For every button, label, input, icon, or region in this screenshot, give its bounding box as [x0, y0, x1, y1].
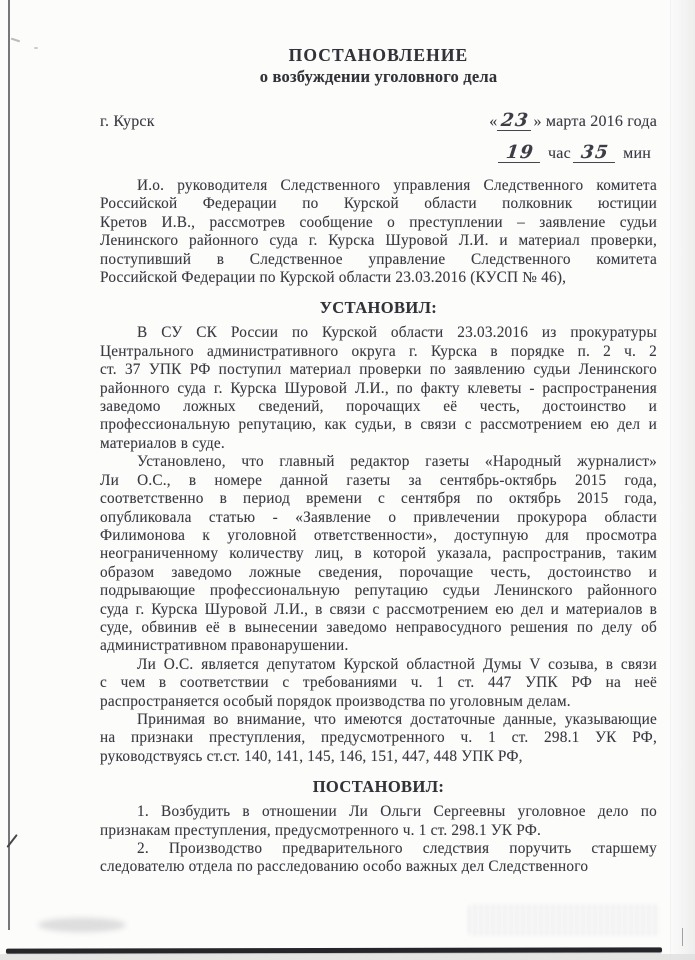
text-line: суда г. Курска Шуровой Л.И., в связи с рассмотрением ею дел и материалов в	[100, 600, 657, 618]
text-line: Филимонова к уголовной ответственности», доступную для просмотра	[100, 526, 657, 544]
pencil-mark	[11, 38, 20, 42]
date-rest: » марта 2016 года	[533, 113, 657, 130]
handwritten-hours: 19	[498, 145, 542, 163]
scan-smudge	[468, 904, 660, 936]
time-line	[100, 143, 651, 165]
established-paragraph-1	[100, 324, 657, 453]
scan-smudge	[38, 918, 126, 932]
text-line: Центрального административного округа г. Курска в порядке п. 2 ч. 2	[100, 342, 657, 360]
date-open-quote: «	[489, 113, 498, 130]
text-line: ст. 37 УПК РФ поступил материал проверки по заявлению судьи Ленинского	[100, 361, 657, 379]
text-line: подрывающие профессиональную репутацию судьи Ленинского районного	[100, 582, 657, 600]
text-line: на признаки преступления, предусмотренного ч. 1 ст. 298.1 УК РФ,	[100, 729, 657, 747]
established-heading: УСТАНОВИЛ:	[319, 298, 438, 318]
text-line: Принимая во внимание, что имеются достаточные данные, указывающие	[137, 710, 657, 728]
text-line: административном правонарушении.	[100, 637, 349, 655]
text-line: И.о. руководителя Следственного управления Следственного комитета	[137, 177, 657, 194]
minutes-label: мин	[623, 145, 651, 162]
text-line: 2. Производство предварительного следствия поручить старшему	[137, 840, 657, 857]
text-line: Ли О.С., в номере данной газеты за сентябрь-октябрь 2015 года,	[100, 471, 657, 489]
place-label: г. Курск	[100, 113, 155, 130]
text-line: неограниченному количеству лиц, в которой указала, распространив, таким	[100, 545, 657, 563]
text-line: профессиональную репутацию, как судьи, в связи с рассмотрением ею дел и	[100, 416, 657, 434]
text-line: заведомо ложных сведений, порочащих её честь, достоинство и	[100, 398, 657, 416]
scan-bottom-edge-bar	[6, 947, 662, 953]
document-body	[100, 0, 657, 877]
text-line: 1. Возбудить в отношении Ли Ольги Сергеевны уголовное дело по	[137, 803, 657, 821]
text-line: Российской Федерации по Курской области полковник юстиции	[100, 195, 657, 213]
text-line: образом заведомо ложные сведения, порочащие честь, достоинство и	[100, 563, 657, 581]
resolved-item-2	[100, 840, 657, 877]
text-line: с чем в соответствии с требованиями ч. 1 ст. 447 УПК РФ на неё	[100, 674, 657, 692]
text-line: Российской Федерации по Курской области 23.03.2016 (КУСП № 46),	[100, 269, 567, 287]
text-line: районного суда г. Курска Шуровой Л.И., по факту клеветы - распространения	[100, 379, 657, 397]
scan-left-edge-line	[8, 0, 10, 930]
scan-right-edge-line	[670, 0, 671, 960]
text-line: распространяется особый порядок производства по уголовным делам.	[100, 692, 571, 710]
handwritten-day: 23	[497, 113, 533, 131]
date-line	[489, 112, 657, 132]
text-line: материалов в суде.	[100, 434, 225, 452]
document-subtitle: о возбуждении уголовного дела	[259, 67, 498, 86]
text-line: опубликовала статью - «Заявление о привлечении прокурора области	[100, 508, 657, 526]
text-line: Установлено, что главный редактор газеты «Народный журналист»	[137, 453, 657, 471]
text-line: Ли О.С. является депутатом Курской областной Думы V созыва, в связи	[137, 655, 657, 673]
resolved-heading: ПОСТАНОВИЛ:	[312, 777, 445, 797]
text-line: руководствуясь ст.ст. 140, 141, 145, 146, 151, 447, 448 УПК РФ,	[100, 747, 523, 765]
established-paragraph-2	[100, 453, 657, 655]
scan-edge-mark	[682, 928, 684, 946]
handwritten-minutes: 35	[573, 145, 617, 163]
text-line: Ленинского районного суда г. Курска Шуровой Л.И. и материал проверки,	[100, 232, 657, 250]
resolved-item-1	[100, 803, 657, 840]
hours-label: час	[548, 145, 571, 162]
pencil-mark	[34, 47, 38, 49]
text-line: соответственно в период времени с сентября по октябрь 2015 года,	[100, 490, 657, 508]
document-title: ПОСТАНОВЛЕНИЕ	[288, 45, 469, 65]
established-paragraph-4	[100, 711, 657, 766]
text-line: следователю отдела по расследованию особо важных дел Следственного	[100, 858, 589, 876]
established-paragraph-3	[100, 656, 657, 711]
text-line: суде, обвинив её в вынесении заведомо неправосудного решения по делу об	[100, 618, 657, 636]
text-line: признакам преступления, предусмотренного ч. 1 ст. 298.1 УК РФ.	[100, 821, 542, 839]
scan-below-edge-strip	[0, 954, 695, 960]
text-line: поступивший в Следственное управление Следственного комитета	[100, 250, 657, 268]
intro-paragraph	[100, 177, 657, 287]
text-line: В СУ СК России по Курской области 23.03.2016 из прокуратуры	[137, 324, 657, 342]
text-line: Кретов И.В., рассмотрев сообщение о преступлении – заявление судьи	[100, 213, 657, 231]
scan-right-shadow	[669, 0, 695, 960]
place-date-row	[100, 112, 657, 132]
